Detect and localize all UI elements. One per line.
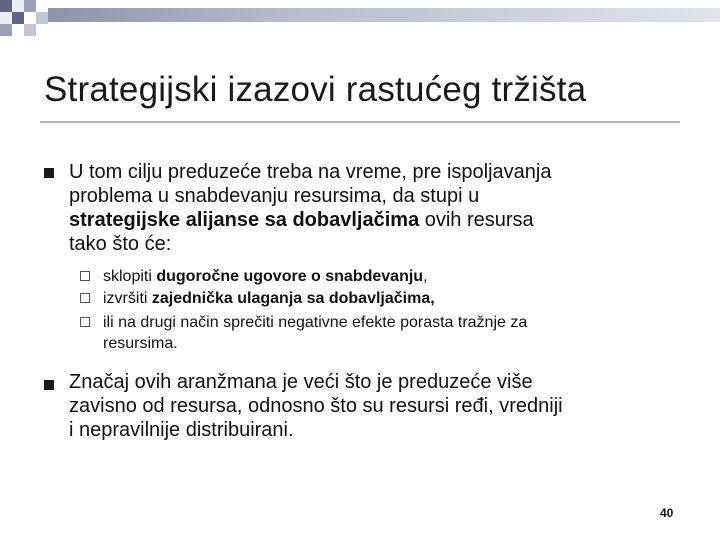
- bold-text-run: dugoročne ugovore o snabdevanju: [156, 268, 424, 285]
- slide-title: Strategijski izazovi rastućeg tržišta: [44, 70, 587, 109]
- text-run: ovih resursa: [419, 209, 534, 231]
- sub-bullet-item-2: [80, 288, 680, 309]
- sub-bullet-line: [103, 333, 680, 354]
- checkbox-bullet-icon: [80, 271, 90, 281]
- text-run: izvršiti: [103, 290, 152, 307]
- bullet-text-1: [69, 160, 684, 256]
- text-run: ,: [423, 268, 428, 285]
- text-run: tako što će:: [69, 233, 172, 255]
- bullet-line: [69, 370, 684, 394]
- sub-bullet-line: [103, 288, 680, 309]
- square-bullet-icon: [44, 168, 54, 178]
- sub-bullet-line: [103, 266, 680, 287]
- bold-text-run: zajednička ulaganja sa dobavljačima,: [151, 290, 435, 307]
- text-run: resursima.: [103, 335, 178, 352]
- bullet-line: [69, 184, 684, 208]
- bullet-line: [69, 232, 684, 256]
- text-run: sklopiti: [103, 268, 157, 285]
- sub-bullet-text-2: [103, 288, 680, 309]
- sub-bullet-line: [103, 312, 680, 333]
- text-run: Značaj ovih aranžmana je veći što je preduzeće više: [69, 371, 533, 393]
- square-bullet-icon: [44, 380, 54, 390]
- sub-bullet-item-1: [80, 266, 680, 287]
- checkbox-bullet-icon: [80, 293, 90, 303]
- title-divider: [40, 121, 680, 123]
- text-run: zavisno od resursa, odnosno što su resursi ređi, vredniji: [69, 395, 563, 417]
- header-checker-decoration: [0, 0, 720, 40]
- sub-bullet-item-3: [80, 312, 680, 354]
- sub-bullet-text-3: [103, 312, 680, 354]
- bold-text-run: strategijske alijanse sa dobavljačima: [69, 209, 420, 231]
- bullet-item-1: [44, 160, 684, 256]
- bullet-line: [69, 160, 684, 184]
- bullet-item-2: [44, 370, 684, 442]
- text-run: i nepravilnije distribuirani.: [69, 419, 294, 441]
- bullet-line: [69, 208, 684, 232]
- sub-bullet-text-1: [103, 266, 680, 287]
- text-run: U tom cilju preduzeće treba na vreme, pre ispoljavanja: [69, 161, 552, 183]
- text-run: problema u snabdevanju resursima, da stupi u: [69, 185, 480, 207]
- bullet-line: [69, 394, 684, 418]
- bullet-text-2: [69, 370, 684, 442]
- text-run: ili na drugi način sprečiti negativne efekte porasta tražnje za: [103, 314, 528, 331]
- page-number: 40: [660, 506, 674, 520]
- bullet-line: [69, 418, 684, 442]
- checkbox-bullet-icon: [80, 317, 90, 327]
